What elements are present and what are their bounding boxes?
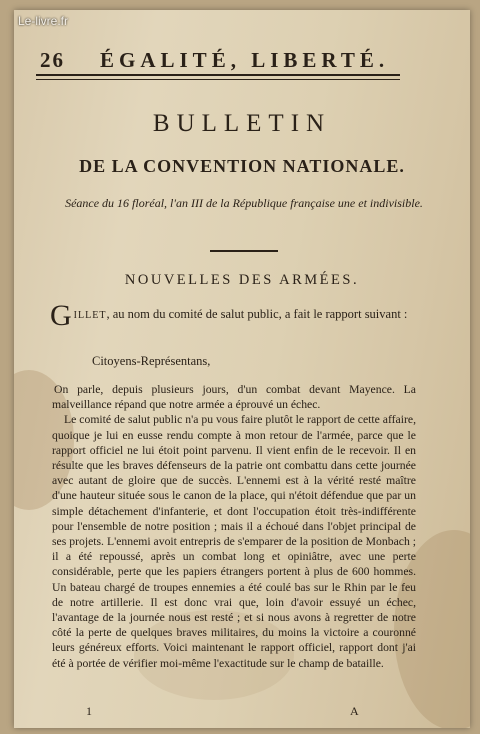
bulletin-title: BULLETIN: [152, 110, 332, 137]
header-rule-thick: [36, 74, 400, 76]
section-heading: NOUVELLES DES ARMÉES.: [124, 272, 360, 288]
paragraph: Le comité de salut public n'a pu vous faire plutôt le rapport de cette affaire, quoique je lui en eusse rendu compte à mon retour de l'armée, parce que le rapport officiel ne lui étoit point parvenu. Il vient enfin de le recevoir. Il en résulte que les braves défenseurs de la patrie ont combattu dans cette journée avec autant de gloire que de succès. L'ennemi est à la vérité resté maître d'une hauteur située sous le canon de la place, qui n'étoit défendue que par un simple détachement d'infanterie, et dont l'occupation étoit très-indifférente pour l'ensemble de notre position ; mais il a échoué dans l'objet principal de ses projets. L'ennemi avoit entrepris de s'emparer de la position de Monbach ; il a été repoussé, après un combat long et opiniâtre, avec une perte considérable, perte que les papiers étrangers portent à plus de 600 hommes. Un bateau chargé de troupes ennemies a été coulé bas sur le Rhin par le feu de notre artillerie. Il est donc vrai que, loin d'avoir essuyé un échec, l'avantage de la journée nous est resté ; et si nous avons à regretter de notre côté la perte de quelques braves militaires, du moins la victoire a couronné leurs généreux efforts. Voici maintenant le rapport officiel, rapport dont j'ai été à portée de vérifier moi-même l'exactitude sur le champ de bataille.: [52, 413, 416, 670]
body-text: [52, 382, 416, 671]
intro-paragraph: [50, 299, 416, 332]
title-separator: [210, 250, 278, 252]
header-rule-thin: [36, 79, 400, 80]
greeting: Citoyens-Représentans,: [92, 354, 211, 368]
speaker-name: ILLET: [73, 310, 107, 321]
watermark: Le-livre.fr: [18, 14, 69, 28]
drop-cap: G: [50, 299, 72, 332]
signature-letter: A: [350, 704, 359, 718]
paragraph: On parle, depuis plusieurs jours, d'un combat devant Mayence. La malveillance répand que notre armée a éprouvé un échec.: [52, 383, 416, 412]
page-number: 26: [40, 48, 65, 72]
signature-mark: 1: [86, 704, 92, 718]
document-page: [14, 10, 470, 728]
intro-text: , au nom du comité de salut public, a fait le rapport suivant :: [106, 307, 408, 321]
seance-date: Séance du 16 floréal, l'an III de la République française une et indivisible.: [65, 196, 423, 210]
bulletin-subtitle: DE LA CONVENTION NATIONALE.: [79, 156, 405, 176]
running-head-title: ÉGALITÉ, LIBERTÉ.: [100, 48, 390, 72]
